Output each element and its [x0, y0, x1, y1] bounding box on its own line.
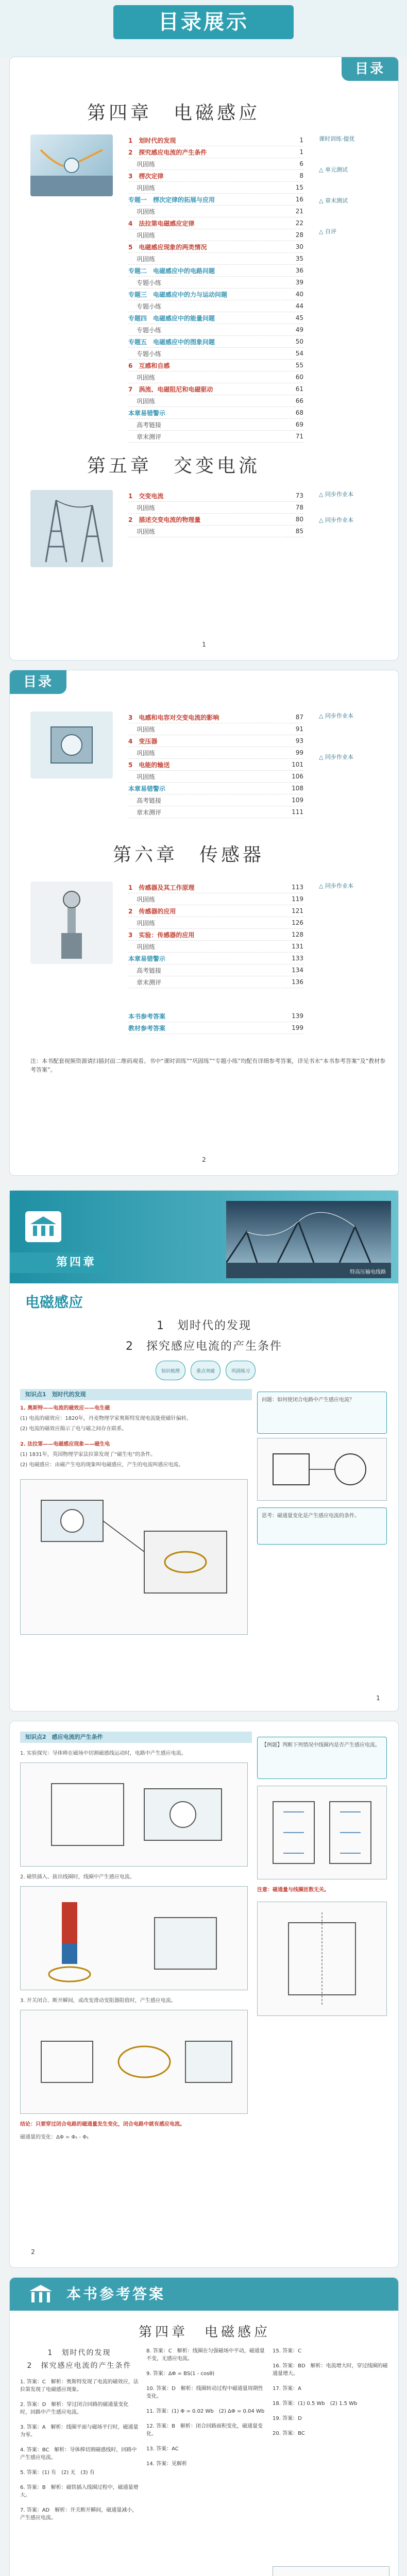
page-number: 2 [202, 1156, 206, 1163]
toc-entry-title: 专题小练 [137, 302, 162, 310]
answer-item: 4. 答案：BC 解析：导体棒切割磁感线时，回路中产生感应电流。 [20, 2447, 137, 2461]
chapter-icon [25, 1211, 61, 1242]
toc-row[interactable] [128, 723, 303, 735]
toc-row[interactable] [128, 735, 303, 747]
side-note: △ 章末测试 [319, 197, 348, 204]
toc-list-chapter-6 [128, 882, 303, 988]
toc-row[interactable] [128, 300, 303, 312]
figure-rod [20, 1762, 248, 1867]
figure-experiment [20, 1479, 248, 1635]
toc-entry-page: 55 [295, 362, 303, 369]
toc-row[interactable] [128, 312, 303, 324]
toc-entry-page: 69 [295, 421, 303, 428]
toc-entry-title: 1 划时代的发现 [128, 137, 176, 144]
header-banner [0, 0, 407, 57]
toc-row[interactable] [128, 526, 303, 537]
toc-row[interactable] [128, 1010, 303, 1022]
toc-entry-title: 巩固练 [137, 725, 156, 733]
toc-row[interactable] [128, 182, 303, 194]
toc-entry-title: 本章易错警示 [128, 955, 166, 962]
toc-row[interactable] [128, 194, 303, 206]
toc-entry-title: 巩固练 [137, 528, 156, 535]
chapter-6-image [30, 882, 113, 964]
toc-entry-title: 巩固练 [137, 231, 156, 239]
toc-entry-page: 87 [295, 714, 303, 721]
toc-entry-page: 85 [295, 528, 303, 535]
toc-entry-title: 高考链接 [137, 967, 162, 974]
s2-text-4: 结论：只要穿过闭合电路的磁通量发生变化，闭合电路中就有感应电流。 [20, 2122, 185, 2127]
answers-sub1: 1 划时代的发现 [47, 2349, 111, 2357]
toc-row[interactable] [128, 490, 303, 502]
toc-row[interactable] [128, 229, 303, 241]
toc-entry-title: 巩固练 [137, 208, 156, 215]
toc-entry-page: 45 [295, 314, 303, 321]
toc-row[interactable] [128, 882, 303, 893]
text-line-3: (2) 电流的磁效应揭示了电与磁之间存在联系。 [20, 1426, 127, 1432]
toc-entry-title: 巩固练 [137, 773, 156, 781]
toc-entry-title: 专题四 电磁感应中的能量问题 [128, 314, 215, 322]
toc-entry-title: 3 实验：传感器的应用 [128, 931, 195, 939]
toc-row[interactable] [128, 794, 303, 806]
toc-row[interactable] [128, 158, 303, 170]
side-note: △ 同步作业本 [319, 754, 353, 760]
toc-entry-page: 54 [295, 350, 303, 357]
toc-row[interactable] [128, 783, 303, 794]
s2-text-1: 1. 实验探究：导体棒在磁场中切割磁感线运动时，电路中产生感应电流。 [20, 1751, 186, 1756]
toc-row[interactable] [128, 976, 303, 988]
toc-entry-page: 113 [292, 884, 303, 891]
answer-item: 20. 答案：BC [273, 2431, 305, 2436]
chapter-label: 第四章 [10, 1252, 107, 1273]
toc-entry-title: 章末测评 [137, 808, 162, 816]
toc-row[interactable] [128, 241, 303, 253]
toc-entry-title: 1 交变电流 [128, 492, 164, 500]
toc-list-chapter-5-cont [128, 711, 303, 818]
toc-entry-title: 本章易错警示 [128, 409, 166, 417]
toc-entry-page: 99 [295, 749, 303, 756]
chapter-6-title: 第六章 传感器 [113, 844, 265, 865]
toc-entry-page: 121 [292, 907, 303, 914]
toc-entry-title: 3 楞次定律 [128, 172, 164, 180]
text-line-4: 2. 法拉第——电磁感应现象——磁生电 [20, 1442, 110, 1447]
answers-col-3 [273, 2347, 388, 2445]
toc-entry-page: 61 [295, 385, 303, 393]
toc-entry-page: 133 [292, 955, 303, 962]
toc-entry-title: 巩固练 [137, 255, 156, 263]
toc-entry-page: 91 [295, 725, 303, 733]
chapter-spread [9, 1190, 399, 1711]
toc-row[interactable] [128, 371, 303, 383]
toc-entry-title: 2 传感器的应用 [128, 907, 176, 915]
toc-entry-page: 199 [292, 1024, 303, 1031]
question-box [257, 1392, 387, 1434]
toc-row[interactable] [128, 502, 303, 514]
side-note: △ 自评 [319, 228, 336, 235]
toc-entry-page: 22 [295, 219, 303, 227]
toc-entry-title: 5 电磁感应现象的两类情况 [128, 243, 207, 251]
answer-item: 7. 答案：AD 解析：开关断开瞬间，磁通量减小，产生感应电流。 [20, 2507, 138, 2521]
toc-entry-page: 16 [295, 196, 303, 203]
toc-entry-page: 136 [292, 978, 303, 986]
toc-entry-page: 73 [295, 492, 303, 499]
toc-entry-page: 108 [292, 785, 303, 792]
question-text: 问题：如何使闭合电路中产生感应电流？ [262, 1397, 354, 1403]
toc-row[interactable] [128, 277, 303, 289]
toc-row[interactable] [128, 360, 303, 371]
answer-item: 19. 答案：D [273, 2416, 302, 2421]
toc-row[interactable] [128, 953, 303, 964]
toc-entry-title: 1 传感器及其工作原理 [128, 884, 195, 891]
toc-row[interactable] [128, 206, 303, 217]
feature-icon: 知识梳理 [156, 1361, 185, 1380]
toc-entry-page: 1 [299, 148, 303, 156]
toc-tab: 目录 [342, 57, 398, 81]
side-notes [319, 711, 396, 794]
toc-entry-title: 专题小练 [137, 350, 162, 358]
toc-entry-page: 21 [295, 208, 303, 215]
answer-figure [273, 2566, 389, 2576]
toc-row[interactable] [128, 289, 303, 300]
toc-entry-page: 93 [295, 737, 303, 744]
toc-row[interactable] [128, 383, 303, 395]
toc-row[interactable] [128, 348, 303, 360]
page-number: 2 [31, 2248, 35, 2256]
answer-item: 16. 答案：BD 解析：电流增大时，穿过线圈的磁通量增大。 [273, 2363, 388, 2377]
toc-entry-title: 4 变压器 [128, 737, 158, 745]
chapter-name: 电磁感应 [25, 1294, 83, 1311]
figure-rotation [257, 1902, 387, 2016]
toc-entry-title: 巩固练 [137, 943, 156, 951]
toc-entry-page: 36 [295, 267, 303, 274]
toc-row[interactable] [128, 253, 303, 265]
toc-row[interactable] [128, 905, 303, 917]
toc-row[interactable] [128, 146, 303, 158]
answer-item: 10. 答案：D 解析：线圈转动过程中磁通量周期性变化。 [146, 2386, 263, 2399]
toc-entry-title: 巩固练 [137, 749, 156, 757]
toc-entry-page: 131 [292, 943, 303, 950]
toc-entry-title: 专题一 楞次定律的拓展与应用 [128, 196, 215, 204]
toc-entry-title: 巩固练 [137, 504, 156, 512]
side-note: △ 单元测试 [319, 166, 348, 173]
toc-entry-title: 高考链接 [137, 421, 162, 429]
answer-item: 18. 答案：(1) 0.5 Wb (2) 1.5 Wb [273, 2401, 358, 2406]
toc-entry-page: 28 [295, 231, 303, 239]
toc-entry-page: 101 [292, 761, 303, 768]
section-2-title: 2 探究感应电流的产生条件 [126, 1340, 282, 1353]
toc-row[interactable] [128, 170, 303, 182]
feature-icon: 巩固练习 [226, 1361, 256, 1380]
toc-tab: 目录 [10, 670, 66, 694]
side-note: △ 同步作业本 [319, 883, 353, 889]
toc-page-1 [9, 57, 399, 660]
toc-entry-page: 119 [292, 895, 303, 903]
toc-row[interactable] [128, 771, 303, 783]
think-text: 思考：磁通量变化是产生感应电流的条件。 [262, 1513, 360, 1519]
answers-col-2 [146, 2347, 265, 2475]
toc-entry-page: 134 [292, 967, 303, 974]
knowledge-stripe-2: 知识点2 感应电流的产生条件 [20, 1732, 252, 1743]
toc-entry-page: 50 [295, 338, 303, 345]
photo-caption: 特高压输电线路 [350, 1269, 386, 1275]
toc-entry-title: 专题小练 [137, 326, 162, 334]
toc-entry-title: 巩固练 [137, 919, 156, 927]
toc-row[interactable] [128, 395, 303, 407]
answer-item: 17. 答案：A [273, 2386, 301, 2392]
answers-sub2: 2 探究感应电流的产生条件 [27, 2362, 132, 2370]
feature-icon: 重点突破 [191, 1361, 221, 1380]
note-text: 注意：磁通量与线圈匝数无关。 [257, 1887, 329, 1893]
toc-entry-page: 66 [295, 397, 303, 404]
toc-entry-page: 106 [292, 773, 303, 780]
toc-entry-title: 巩固练 [137, 895, 156, 903]
toc-list-chapter-4 [128, 134, 303, 443]
side-note: △ 同步作业本 [319, 713, 353, 719]
toc-row[interactable] [128, 941, 303, 953]
toc-entry-title: 章末测评 [137, 433, 162, 440]
chapter-4-title: 第四章 电磁感应 [87, 103, 261, 123]
toc-entry-title: 专题五 电磁感应中的图象问题 [128, 338, 215, 346]
toc-entry-page: 139 [292, 1012, 303, 1020]
toc-row[interactable] [128, 336, 303, 348]
toc-entry-title: 6 互感和自感 [128, 362, 170, 369]
feature-icon-list [156, 1361, 256, 1381]
side-note: △ 同步作业本 [319, 491, 353, 498]
toc-entry-page: 78 [295, 504, 303, 511]
toc-entry-title: 巩固练 [137, 184, 156, 192]
side-notes [319, 134, 396, 258]
figure-field [257, 1786, 387, 1879]
toc-entry-page: 111 [292, 808, 303, 816]
toc-row[interactable] [128, 806, 303, 818]
answer-item: 12. 答案：B 解析：闭合回路面积变化，磁通量变化。 [146, 2424, 263, 2437]
figure-coil [257, 1438, 387, 1501]
answers-chapter: 第四章 电磁感应 [139, 2325, 271, 2340]
toc-row[interactable] [128, 514, 303, 526]
chapter-4-image [30, 134, 113, 196]
toc-list-extra [128, 1010, 303, 1034]
toc-row[interactable] [128, 711, 303, 723]
toc-page-2 [9, 670, 399, 1176]
answer-item: 11. 答案：(1) Φ = 0.02 Wb (2) ΔΦ = 0.04 Wb [146, 2409, 265, 2414]
toc-entry-page: 80 [295, 516, 303, 523]
answers-col-1 [20, 2378, 139, 2529]
answer-item: 2. 答案：D 解析：穿过闭合回路的磁通量变化时，回路中产生感应电流。 [20, 2402, 129, 2415]
toc-entry-page: 126 [292, 919, 303, 926]
answers-icon [25, 2282, 56, 2307]
figure-magnet [20, 1886, 248, 1990]
chapter-photo [226, 1201, 391, 1278]
toc-entry-page: 128 [292, 931, 303, 938]
toc-list-chapter-5 [128, 490, 303, 537]
toc-entry-page: 30 [295, 243, 303, 250]
toc-entry-title: 本章易错警示 [128, 785, 166, 792]
answers-title: 本书参考答案 [66, 2285, 166, 2302]
toc-row[interactable] [128, 134, 303, 146]
toc-entry-title: 2 探究感应电流的产生条件 [128, 148, 207, 156]
toc-row[interactable] [128, 217, 303, 229]
toc-entry-page: 109 [292, 796, 303, 804]
toc-entry-page: 6 [299, 160, 303, 167]
answer-item: 5. 答案：(1) 有 (2) 无 (3) 有 [20, 2470, 95, 2476]
example-box [257, 1737, 387, 1779]
side-notes-6 [319, 882, 396, 923]
text-line-2: (1) 电流的磁效应：1820年，丹麦物理学家奥斯特发现电流能使磁针偏转。 [20, 1416, 192, 1421]
answer-item: 6. 答案：B 解析：磁铁插入线圈过程中，磁通量增大。 [20, 2485, 139, 2498]
text-line-6: (2) 电磁感应：由磁产生电的现象叫电磁感应，产生的电流叫感应电流。 [20, 1462, 184, 1468]
toc-entry-title: 2 描述交变电流的物理量 [128, 516, 201, 523]
section-1-title: 1 划时代的发现 [157, 1319, 251, 1332]
page-number: 1 [376, 1694, 380, 1702]
toc-row[interactable] [128, 759, 303, 771]
example-text: 【例题】判断下列情况中线圈内是否产生感应电流。 [262, 1742, 380, 1748]
text-line-1: 1. 奥斯特——电流的磁效应——电生磁 [20, 1405, 110, 1411]
side-note: △ 同步作业本 [319, 517, 353, 523]
toc-entry-title: 巩固练 [137, 374, 156, 381]
toc-entry-title: 章末测评 [137, 978, 162, 986]
page-number: 1 [202, 641, 206, 648]
answer-item: 3. 答案：A 解析：线圈平面与磁场平行时，磁通量为零。 [20, 2425, 139, 2438]
think-box [257, 1507, 387, 1545]
answer-item: 13. 答案：AC [146, 2446, 179, 2452]
toc-entry-page: 35 [295, 255, 303, 262]
toc-entry-page: 39 [295, 279, 303, 286]
toc-row[interactable] [128, 324, 303, 336]
answer-item: 15. 答案：C [273, 2348, 302, 2354]
answer-item: 1. 答案：C 解析：奥斯特发现了电流的磁效应，法拉第发现了电磁感应现象。 [20, 2379, 139, 2393]
answers-page [9, 2277, 399, 2576]
page-title: 目录展示 [113, 5, 294, 39]
toc-note: 注：本书配套视频资源请扫描封面二维码观看。书中“课时训练”“巩固练”“专题小练”均配有详细参考答案，详见书末“本书参考答案”及“教材参考答案”。 [30, 1058, 386, 1073]
toc-row[interactable] [128, 407, 303, 419]
toc-entry-page: 49 [295, 326, 303, 333]
answer-item: 14. 答案：见解析 [146, 2461, 188, 2467]
toc-entry-title: 本书参考答案 [128, 1012, 166, 1020]
toc-row[interactable] [128, 431, 303, 443]
toc-row[interactable] [128, 265, 303, 277]
text-line-5: (1) 1831年，英国物理学家法拉第发现了“磁生电”的条件。 [20, 1452, 156, 1458]
toc-entry-title: 高考链接 [137, 796, 162, 804]
toc-entry-page: 44 [295, 302, 303, 310]
side-notes-5 [319, 490, 396, 541]
toc-entry-title: 巩固练 [137, 397, 156, 405]
side-note: 课时训练·提优 [319, 135, 355, 142]
s2-text-5: 磁通量的变化：ΔΦ = Φ₂ - Φ₁ [20, 2134, 89, 2140]
toc-row[interactable] [128, 747, 303, 759]
toc-entry-page: 40 [295, 291, 303, 298]
toc-entry-title: 专题三 电磁感应中的力与运动问题 [128, 291, 228, 298]
toc-row[interactable] [128, 893, 303, 905]
toc-row[interactable] [128, 419, 303, 431]
chapter-5b-image [30, 711, 113, 778]
knowledge-stripe-1: 知识点1 划时代的发现 [20, 1389, 252, 1400]
toc-entry-title: 巩固练 [137, 160, 156, 168]
toc-entry-page: 8 [299, 172, 303, 179]
toc-entry-page: 15 [295, 184, 303, 191]
toc-row[interactable] [128, 929, 303, 941]
toc-row[interactable] [128, 917, 303, 929]
toc-entry-page: 60 [295, 374, 303, 381]
chapter-5-image [30, 490, 113, 567]
toc-entry-title: 7 涡流、电磁阻尼和电磁驱动 [128, 385, 213, 393]
toc-entry-title: 专题小练 [137, 279, 162, 286]
s2-text-3: 3. 开关闭合、断开瞬间，或改变滑动变阻器阻值时，产生感应电流。 [20, 1998, 176, 2004]
chapter-5-title: 第五章 交变电流 [87, 455, 261, 476]
figure-switch [20, 2010, 248, 2114]
toc-entry-title: 3 电感和电容对交变电流的影响 [128, 714, 219, 721]
s2-text-2: 2. 磁铁插入、拔出线圈时，线圈中产生感应电流。 [20, 1874, 135, 1880]
toc-entry-page: 1 [299, 137, 303, 144]
toc-entry-title: 专题二 电磁感应中的电路问题 [128, 267, 215, 275]
toc-entry-title: 教材参考答案 [128, 1024, 166, 1032]
answer-item: 8. 答案：C 解析：线圈在匀强磁场中平动，磁通量不变，无感应电流。 [146, 2348, 265, 2362]
toc-entry-page: 71 [295, 433, 303, 440]
feature-icons [154, 1361, 257, 1381]
toc-row[interactable] [128, 1022, 303, 1034]
toc-entry-page: 68 [295, 409, 303, 416]
answer-item: 9. 答案：ΔΦ = BS(1 - cosθ) [146, 2371, 215, 2377]
section-2-page [9, 1721, 399, 2268]
toc-entry-title: 4 法拉第电磁感应定律 [128, 219, 195, 227]
toc-row[interactable] [128, 964, 303, 976]
toc-entry-title: 5 电能的输送 [128, 761, 170, 769]
answers-banner [10, 2278, 398, 2311]
